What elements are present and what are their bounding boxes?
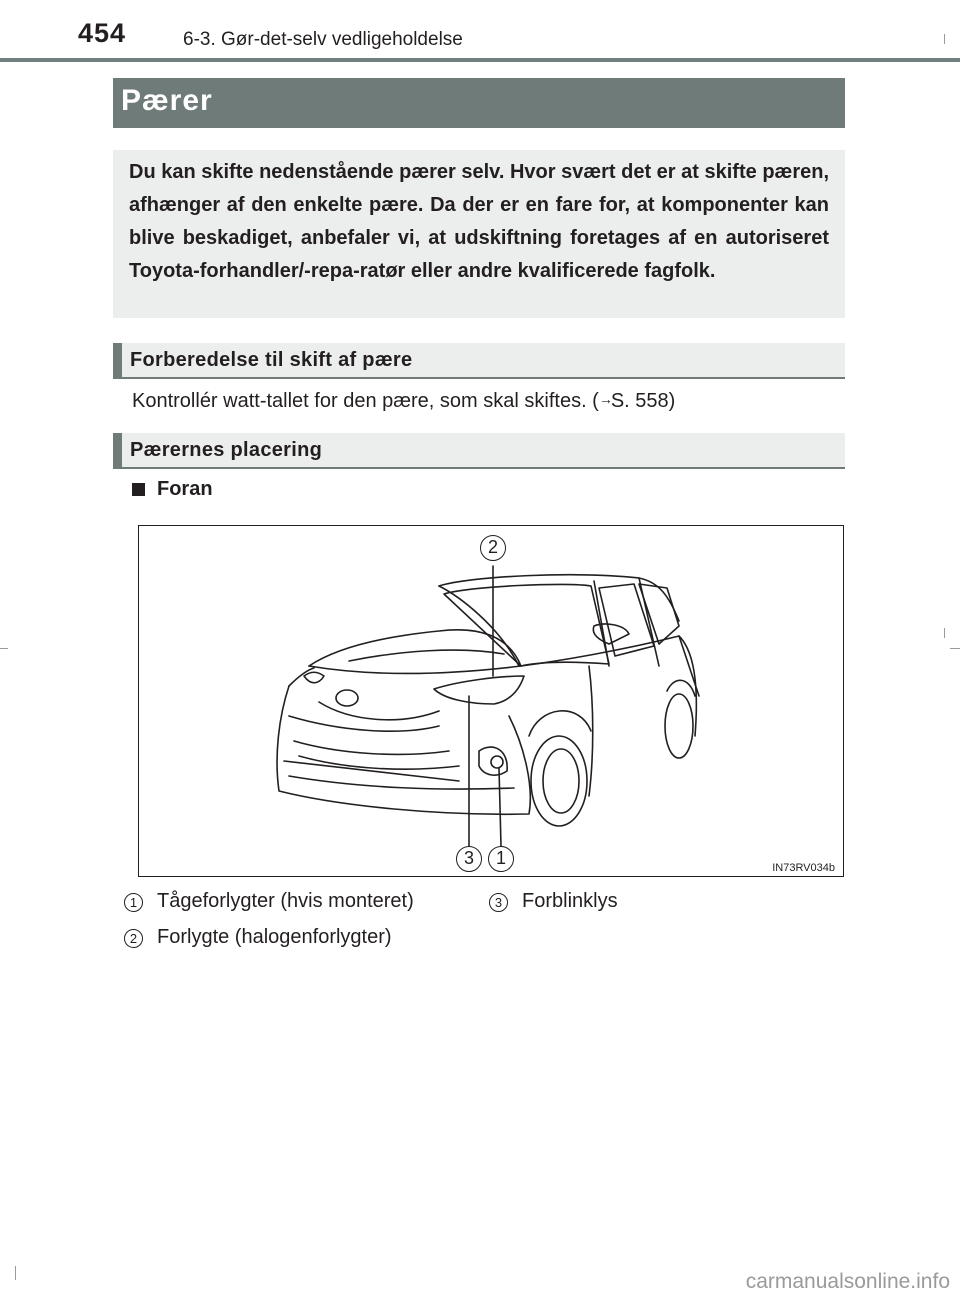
page-number: 454 [78,18,127,48]
crop-mark [15,1266,16,1280]
legend-number: 1 [124,893,143,912]
car-front-drawing [139,526,844,877]
crop-mark [944,34,945,44]
callout-1: 1 [488,846,514,872]
section-header: 6-3. Gør-det-selv vedligeholdelse [183,29,463,50]
watermark: carmanualsonline.info [745,1270,950,1293]
square-bullet-icon [132,483,145,496]
legend-fog-lights: Tågeforlygter (hvis monteret) [157,890,414,912]
car-illustration [138,525,844,877]
header-rule [0,58,960,62]
crop-mark [950,648,960,649]
page-title: Pærer [121,84,213,117]
legend-headlight: Forlygte (halogenforlygter) [157,926,392,948]
intro-box [113,150,845,318]
preparation-text: Kontrollér watt-tallet for den pære, som skal skiftes. (→S. 558) [132,390,676,412]
intro-text: Du kan skifte nedenstående pærer selv. Hvor svært det er at skifte pæren, afhænger af den enkelte pære. Da der er en fare for, at komponenter kan blive beskadiget, anbefaler vi, at udskiftning foretages af en autoriseret Toyota-forhandler/-repa-ratør eller andre kvalificerede fagfolk. [129,161,829,282]
sub-heading-text: Forberedelse til skift af pære [130,349,413,371]
sub-heading-preparation [113,343,845,379]
page-reference-link[interactable]: S. 558) [610,390,676,412]
legend-number: 2 [124,929,143,948]
sub-heading-placement [113,433,845,469]
title-banner [113,78,845,128]
crop-mark [944,628,945,638]
callout-2: 2 [480,535,506,561]
arrow-icon: → [598,391,611,407]
callout-3: 3 [456,846,482,872]
sub-label-front: Foran [157,478,213,500]
legend-turn-signal: Forblinklys [522,890,618,912]
illustration-code: IN73RV034b [772,862,835,874]
sub-heading-text: Pærernes placering [130,439,323,461]
crop-mark [0,648,8,649]
legend-number: 3 [489,893,508,912]
